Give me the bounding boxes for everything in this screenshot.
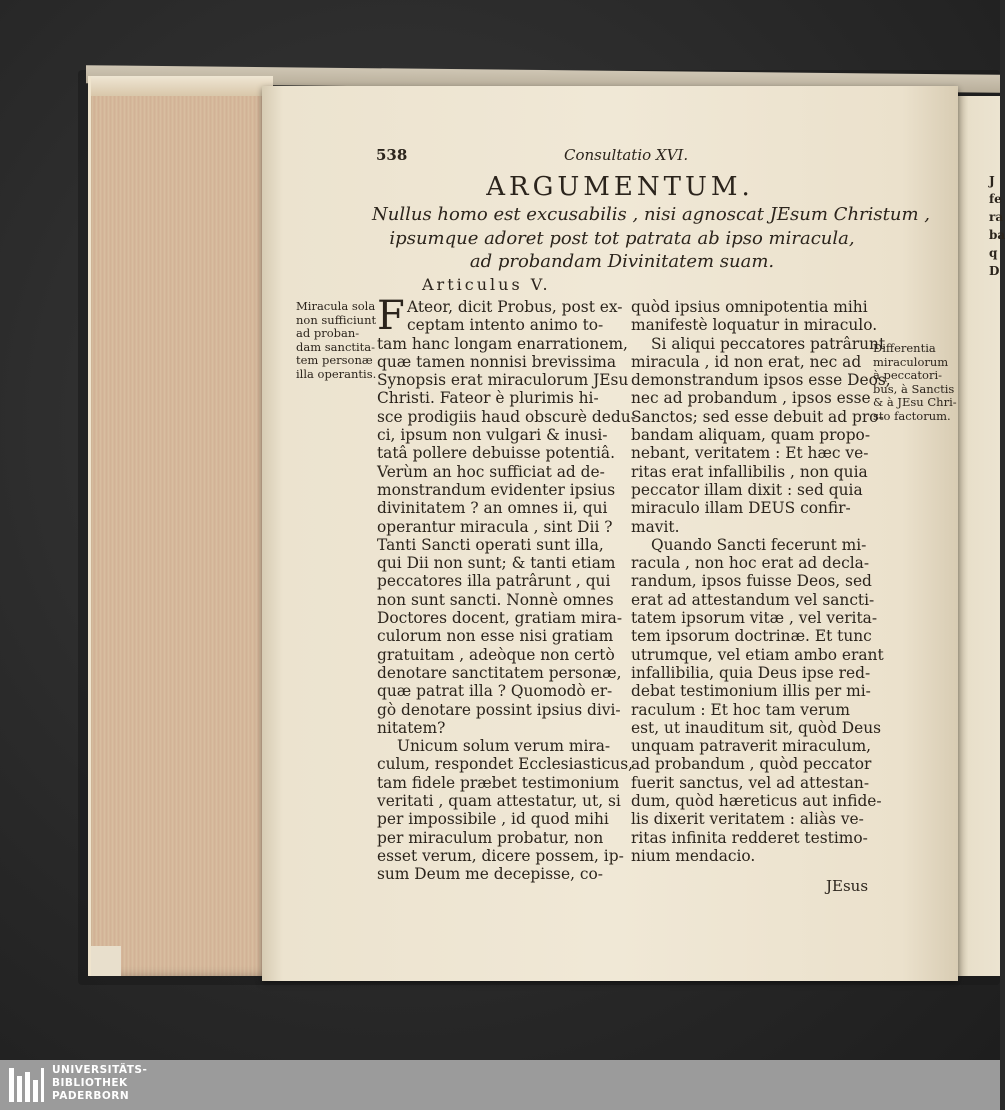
library-logo-text bbox=[52, 1064, 147, 1103]
margin-note-line: Miracula sola bbox=[296, 299, 376, 313]
text-line: demonstrandum ipsos esse Deos, bbox=[631, 371, 891, 390]
fragment-line: ra bbox=[989, 210, 1004, 224]
text-column-left bbox=[377, 293, 636, 884]
text-line: denotare sanctitatem personæ, bbox=[377, 663, 622, 682]
text-line: non sunt sancti. Nonnè omnes bbox=[377, 590, 614, 609]
text-line: nec ad probandum , ipsos esse bbox=[631, 389, 871, 408]
text-column-right bbox=[631, 298, 891, 865]
fragment-line: J bbox=[989, 174, 995, 188]
summary-line: ipsumque adoret post tot patrata ab ipso miracula, bbox=[389, 228, 855, 249]
text-line: Ateor, dicit Probus, post ex- bbox=[407, 298, 623, 316]
fragment-line: ba bbox=[989, 228, 1005, 242]
summary-line: Nullus homo est excusabilis , nisi agnoscat JEsum Christum , bbox=[372, 204, 930, 225]
text-line: Doctores docent, gratiam mira- bbox=[377, 609, 623, 628]
text-line: dum, quòd hæreticus aut infide- bbox=[631, 792, 882, 811]
text-line: tam fidele præbet testimonium bbox=[377, 773, 620, 792]
text-line: peccatores illa patrârunt , qui bbox=[377, 572, 611, 591]
text-line: quæ patrat illa ? Quomodò er- bbox=[377, 682, 613, 701]
logo-text-line: PADERBORN bbox=[52, 1090, 130, 1102]
text-line: nebant, veritatem : Et hæc ve- bbox=[631, 444, 869, 463]
text-line: qui Dii non sunt; & tanti etiam bbox=[377, 554, 616, 573]
catchword: JEsus bbox=[826, 877, 869, 895]
text-line: Si aliqui peccatores patrârunt bbox=[651, 334, 886, 353]
library-footer-bar bbox=[0, 1060, 1000, 1110]
margin-note-line: miraculorum bbox=[873, 354, 949, 369]
text-line: bandam aliquam, quam propo- bbox=[631, 426, 871, 445]
fragment-line: D bbox=[989, 264, 1000, 278]
text-line: gratuitam , adeòque non certò bbox=[377, 645, 615, 664]
text-line: veritati , quam attestatur, ut, si bbox=[377, 792, 621, 811]
text-line: sce prodigiis haud obscurè dedu- bbox=[377, 407, 636, 426]
text-line: tem ipsorum doctrinæ. Et tunc bbox=[631, 627, 872, 646]
text-line: lis dixerit veritatem : aliàs ve- bbox=[631, 810, 864, 829]
text-line: est, ut inauditum sit, quòd Deus bbox=[631, 718, 882, 737]
drop-cap: F bbox=[377, 293, 405, 339]
logo-text-line: UNIVERSITÄTS- bbox=[52, 1064, 148, 1076]
margin-note-line: non sufficiunt bbox=[296, 312, 377, 327]
text-line: Tanti Sancti operati sunt illa, bbox=[377, 535, 604, 554]
text-line: quæ tamen nonnisi brevissima bbox=[377, 352, 617, 371]
text-line: ritas erat infallibilis , non quia bbox=[631, 462, 868, 481]
text-line: ci, ipsum non vulgari & inusi- bbox=[377, 426, 608, 445]
text-line: raculum : Et hoc tam verum bbox=[631, 700, 850, 719]
margin-note-line: à peccatori- bbox=[873, 368, 943, 382]
text-line: miraculo illam DEUS confir- bbox=[631, 499, 851, 518]
text-line: utrumque, vel etiam ambo erant bbox=[631, 645, 884, 664]
text-line: monstrandum evidenter ipsius bbox=[377, 480, 616, 499]
facing-page-text-fragment bbox=[989, 172, 1005, 280]
fragment-line: q bbox=[989, 246, 998, 260]
margin-note-left bbox=[296, 300, 376, 381]
text-line: mavit. bbox=[631, 517, 680, 536]
margin-note-line: tem personæ bbox=[296, 353, 373, 367]
text-line: culorum non esse nisi gratiam bbox=[377, 627, 614, 646]
margin-note-line: dam sanctita- bbox=[296, 339, 376, 354]
logo-text-line: BIBLIOTHEK bbox=[52, 1077, 128, 1089]
text-line: ritas infinita redderet testimo- bbox=[631, 828, 868, 847]
text-line: esset verum, dicere possem, ip- bbox=[377, 846, 624, 865]
text-line: peccator illam dixit : sed quia bbox=[631, 480, 863, 499]
text-line: debat testimonium illis per mi- bbox=[631, 682, 871, 701]
article-label: Articulus V. bbox=[422, 275, 551, 294]
library-logo-icon bbox=[6, 1064, 46, 1106]
text-line: Quando Sancti fecerunt mi- bbox=[651, 535, 867, 554]
margin-note-line: ad proban- bbox=[296, 326, 360, 340]
text-line: Unicum solum verum mira- bbox=[397, 737, 611, 756]
text-line: quòd ipsius omnipotentia mihi bbox=[631, 298, 868, 316]
running-title: Consultatio XVI. bbox=[564, 146, 689, 164]
text-line: fuerit sanctus, vel ad attestan- bbox=[631, 773, 870, 792]
text-line: ad probandum , quòd peccator bbox=[631, 755, 872, 774]
margin-note-line: illa operantis. bbox=[296, 366, 377, 381]
text-line: tatem ipsorum vitæ , vel verita- bbox=[631, 609, 878, 628]
text-line: Christi. Fateor è plurimis hi- bbox=[377, 389, 599, 408]
section-heading: ARGUMENTUM. bbox=[486, 172, 754, 202]
text-line: Verùm an hoc sufficiat ad de- bbox=[377, 462, 605, 481]
text-line: per miraculum probatur, non bbox=[377, 828, 604, 847]
text-line: operantur miracula , sint Dii ? bbox=[377, 517, 613, 536]
page-number: 538 bbox=[376, 146, 408, 164]
text-line: nium mendacio. bbox=[631, 846, 756, 865]
text-line: nitatem? bbox=[377, 718, 446, 737]
margin-note-line: Differentia bbox=[873, 341, 936, 355]
text-line: infallibilia, quia Deus ipse red- bbox=[631, 663, 871, 682]
text-line: Synopsis erat miraculorum JEsu bbox=[377, 371, 629, 390]
text-line: tatâ pollere debuisse potentiâ. bbox=[377, 444, 615, 463]
text-line: sum Deum me decepisse, co- bbox=[377, 865, 603, 884]
text-line: culum, respondet Ecclesiasticus, bbox=[377, 755, 634, 774]
summary-line: ad probandam Divinitatem suam. bbox=[469, 251, 775, 272]
text-line: divinitatem ? an omnes ii, qui bbox=[377, 499, 608, 518]
fragment-line: fe bbox=[989, 192, 1002, 206]
margin-note-line: & à JEsu Chri- bbox=[873, 395, 957, 409]
text-line: ceptam intento animo to- bbox=[407, 316, 604, 335]
text-line: randum, ipsos fuisse Deos, sed bbox=[631, 572, 872, 591]
text-line: miracula , id non erat, nec ad bbox=[631, 352, 862, 371]
text-line: unquam patraverit miraculum, bbox=[631, 737, 872, 756]
text-line: racula , non hoc erat ad decla- bbox=[631, 554, 870, 573]
margin-note-line: bus, à Sanctis bbox=[873, 381, 955, 396]
text-line: manifestè loquatur in miraculo. bbox=[631, 316, 878, 335]
text-line: erat ad attestandum vel sancti- bbox=[631, 590, 875, 609]
margin-note-line: sto factorum. bbox=[873, 408, 951, 423]
text-line: per impossibile , id quod mihi bbox=[377, 810, 609, 829]
text-line: Sanctos; sed esse debuit ad pro- bbox=[631, 407, 884, 426]
text-line: tam hanc longam enarrationem, bbox=[377, 334, 628, 353]
text-line: gò denotare possint ipsius divi- bbox=[377, 700, 621, 719]
running-head bbox=[376, 146, 856, 168]
page-edges-stack bbox=[88, 76, 273, 976]
